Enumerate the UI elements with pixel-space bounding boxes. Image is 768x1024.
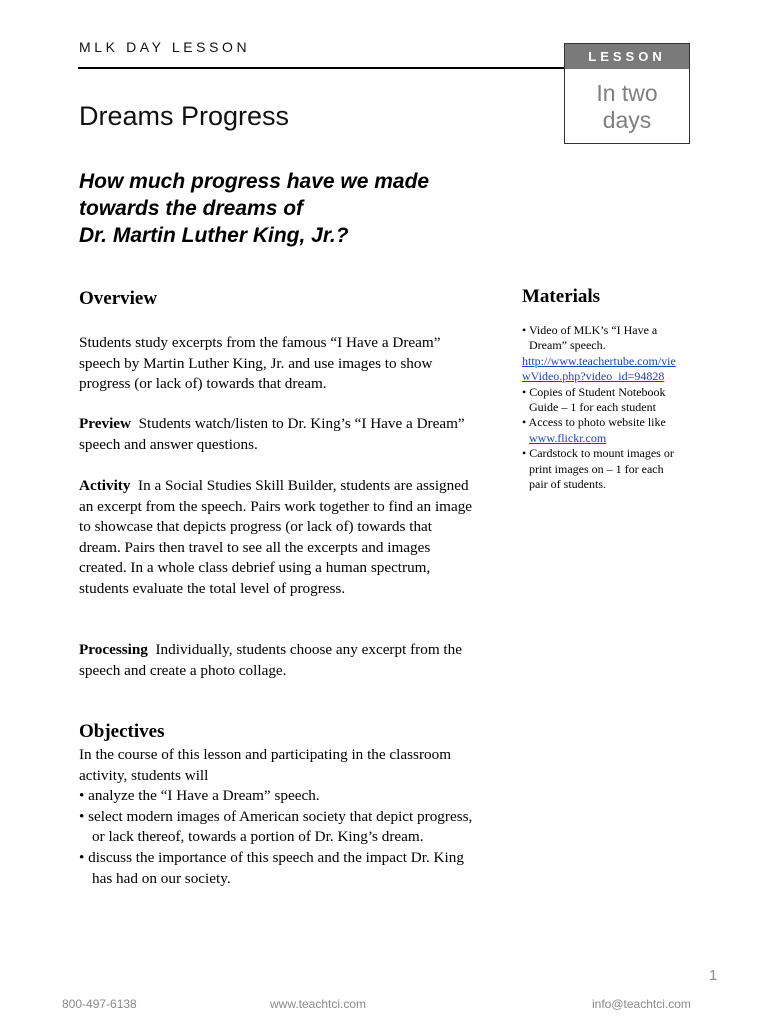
- materials-video-link-wrap: [522, 354, 684, 385]
- lesson-duration-line1: In two: [596, 80, 658, 106]
- materials-item-text: • Video of MLK’s “I Have a Dream” speech.: [522, 323, 658, 353]
- materials-item: [522, 323, 684, 354]
- materials-item: [522, 415, 684, 446]
- activity-text: In a Social Studies Skill Builder, students are assigned an excerpt from the speech. Pairs work together to find an image to showcase that depicts progress (or lack of) towards that dream. Pairs then travel to see all the excerpts and images created. In a whole class debrief using a human spectrum, students evaluate the total level of progress.: [79, 477, 473, 597]
- footer-phone: 800-497-6138: [62, 997, 137, 1011]
- lesson-tag: LESSON: [565, 44, 689, 69]
- preview-label: Preview: [79, 415, 132, 432]
- lesson-duration-line2: days: [602, 107, 652, 133]
- activity-paragraph: [79, 476, 474, 600]
- materials-item-text: • Access to photo website like: [522, 415, 666, 430]
- page-title: Dreams Progress: [79, 101, 290, 131]
- objectives-heading: Objectives: [79, 721, 165, 742]
- objectives-list: [79, 786, 474, 889]
- lesson-duration: [565, 69, 689, 134]
- lesson-duration-box: [564, 43, 690, 144]
- essential-question: [79, 168, 499, 249]
- processing-paragraph: [79, 640, 474, 681]
- processing-text: Individually, students choose any excerpt from the speech and create a photo collage.: [79, 641, 462, 679]
- header-label: MLK DAY LESSON: [79, 39, 251, 55]
- overview-text: Students study excerpts from the famous “I Have a Dream” speech by Martin Luther King, Jr. and use images to show progress (or lack of) towards that dream.: [79, 334, 441, 393]
- question-line1: How much progress have we made: [79, 170, 430, 193]
- preview-text: Students watch/listen to Dr. King’s “I Have a Dream” speech and answer questions.: [79, 415, 465, 453]
- objective-item: • analyze the “I Have a Dream” speech.: [79, 787, 320, 805]
- objectives-body: [79, 745, 474, 889]
- flickr-link[interactable]: www.flickr.com: [529, 430, 607, 445]
- video-link[interactable]: http://www.teachertube.com/viewVideo.php?video_id=94828: [522, 353, 676, 384]
- materials-item: • Copies of Student Notebook Guide – 1 for each student: [522, 384, 666, 415]
- overview-heading: Overview: [79, 288, 158, 309]
- objective-item: • discuss the importance of this speech and the impact Dr. King has had on our society.: [79, 848, 464, 887]
- materials-heading: Materials: [522, 286, 601, 307]
- materials-item: • Cardstock to mount images or print images on – 1 for each pair of students.: [522, 446, 674, 492]
- header-divider: [78, 67, 565, 69]
- page-number: 1: [709, 967, 718, 984]
- activity-label: Activity: [79, 477, 131, 494]
- materials-list: [522, 323, 684, 492]
- footer-website[interactable]: www.teachtci.com: [270, 997, 367, 1011]
- processing-label: Processing: [79, 641, 148, 658]
- objective-item: • select modern images of American society that depict progress, or lack thereof, towards a portion of Dr. King’s dream.: [79, 807, 473, 846]
- question-line3: Dr. Martin Luther King, Jr.?: [79, 224, 349, 247]
- question-line2: towards the dreams of: [79, 197, 304, 220]
- objectives-intro: In the course of this lesson and participating in the classroom activity, students will: [79, 746, 452, 784]
- footer-email[interactable]: info@teachtci.com: [592, 997, 691, 1011]
- preview-paragraph: [79, 414, 474, 455]
